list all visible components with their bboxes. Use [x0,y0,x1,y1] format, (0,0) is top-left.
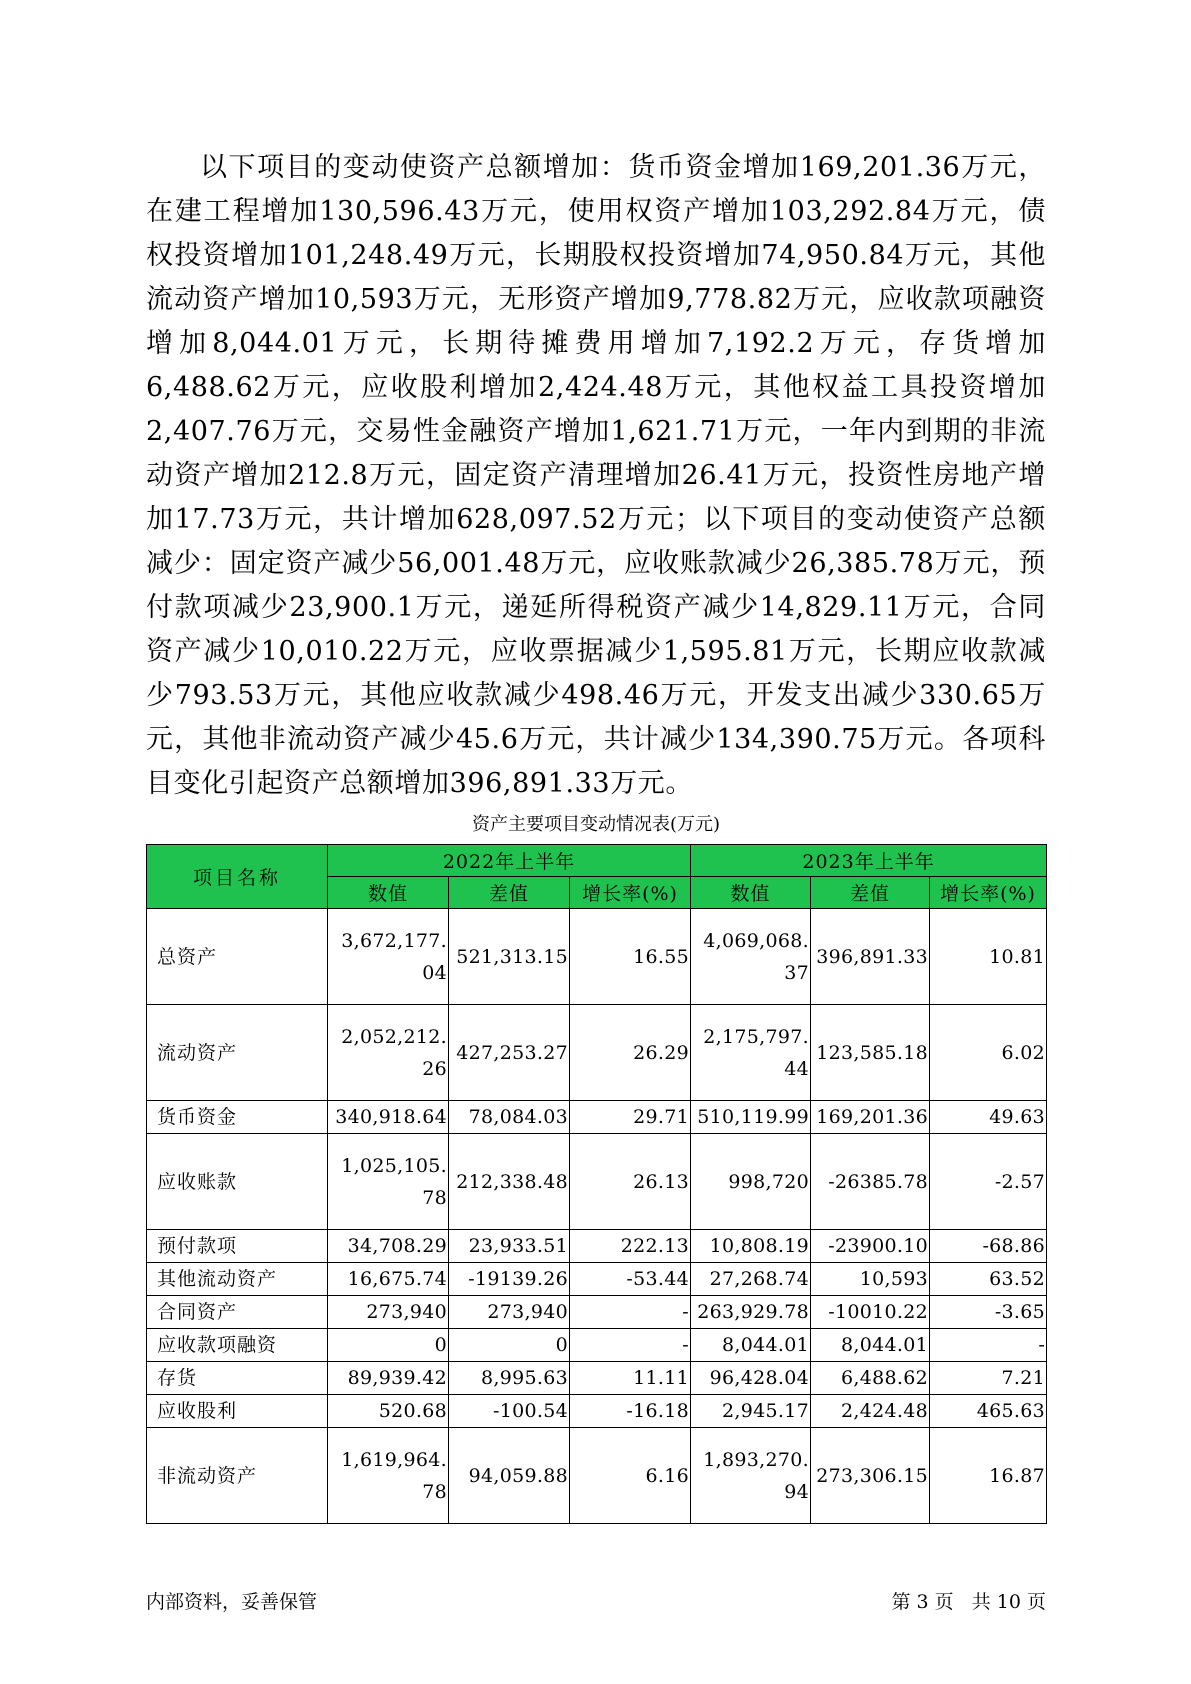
column-header-value-2023: 数值 [691,877,811,909]
table-cell: 0 [449,1329,570,1362]
table-cell: 263,929.78 [691,1296,811,1329]
row-label: 合同资产 [147,1296,328,1329]
table-cell: 465.63 [930,1395,1047,1428]
table-cell: 7.21 [930,1362,1047,1395]
table-caption: 资产主要项目变动情况表(万元) [471,814,721,835]
table-row [147,1428,1047,1524]
table-cell: 1,619,964.78 [328,1428,449,1524]
column-header-period-2022: 2022年上半年 [328,845,691,877]
row-label: 存货 [147,1362,328,1395]
table-row [147,1362,1047,1395]
column-header-period-2023: 2023年上半年 [691,845,1047,877]
column-header-growth-2023: 增长率(%) [930,877,1047,909]
table-cell: 3,672,177.04 [328,909,449,1005]
table-row [147,1230,1047,1263]
table-cell: 8,044.01 [811,1329,930,1362]
table-cell: 1,025,105.78 [328,1134,449,1230]
row-label: 流动资产 [147,1005,328,1101]
column-header-diff-2023: 差值 [811,877,930,909]
table-cell: 8,044.01 [691,1329,811,1362]
table-cell: 2,424.48 [811,1395,930,1428]
row-label: 货币资金 [147,1101,328,1134]
table-cell: 510,119.99 [691,1101,811,1134]
table-cell: - [570,1296,691,1329]
row-label: 应收款项融资 [147,1329,328,1362]
table-cell: 2,175,797.44 [691,1005,811,1101]
table-cell: 8,995.63 [449,1362,570,1395]
body-paragraph: 以下项目的变动使资产总额增加：货币资金增加169,201.36万元，在建工程增加130,596.43万元，使用权资产增加103,292.84万元，债权投资增加101,248.49万元，长期股权投资增加74,950.84万元，其他流动资产增加10,593万元，无形资产增加9,778.82万元，应收款项融资增加8,044.01万元，长期待摊费用增加7,192.2万元，存货增加6,488.62万元，应收股利增加2,424.48万元，其他权益工具投资增加2,407.76万元，交易性金融资产增加1,621.71万元，一年内到期的非流动资产增加212.8万元，固定资产清理增加26.41万元，投资性房地产增加17.73万元，共计增加628,097.52万元；以下项目的变动使资产总额减少：固定资产减少56,001.48万元，应收账款减少26,385.78万元，预付款项减少23,900.1万元，递延所得税资产减少14,829.11万元，合同资产减少10,010.22万元，应收票据减少1,595.81万元，长期应收款减少793.53万元，其他应收款减少498.46万元，开发支出减少330.65万元，其他非流动资产减少45.6万元，共计减少134,390.75万元。各项科目变化引起资产总额增加396,891.33万元。 [146,152,1046,799]
table-cell: 396,891.33 [811,909,930,1005]
table-header-row [147,845,1047,877]
table-cell: 273,306.15 [811,1428,930,1524]
table-cell: -68.86 [930,1230,1047,1263]
table-cell: 29.71 [570,1101,691,1134]
table-row [147,1005,1047,1101]
row-label: 其他流动资产 [147,1263,328,1296]
table-cell: 222.13 [570,1230,691,1263]
table-cell: 89,939.42 [328,1362,449,1395]
table-cell: 10,593 [811,1263,930,1296]
column-header-growth-2022: 增长率(%) [570,877,691,909]
table-row [147,1395,1047,1428]
table-cell: 2,052,212.26 [328,1005,449,1101]
table-cell: 94,059.88 [449,1428,570,1524]
table-cell: 6.02 [930,1005,1047,1101]
table-cell: 23,933.51 [449,1230,570,1263]
table-cell: -3.65 [930,1296,1047,1329]
table-cell: -2.57 [930,1134,1047,1230]
table-cell: 1,893,270.94 [691,1428,811,1524]
column-header-diff-2022: 差值 [449,877,570,909]
table-cell: 10.81 [930,909,1047,1005]
table-cell: 16.87 [930,1428,1047,1524]
row-label: 非流动资产 [147,1428,328,1524]
table-row [147,1263,1047,1296]
table-cell: 26.29 [570,1005,691,1101]
column-header-value-2022: 数值 [328,877,449,909]
table-cell: 6.16 [570,1428,691,1524]
row-label: 应收股利 [147,1395,328,1428]
table-cell: 16.55 [570,909,691,1005]
table-cell: 169,201.36 [811,1101,930,1134]
table-cell: 27,268.74 [691,1263,811,1296]
table-cell: 273,940 [328,1296,449,1329]
table-cell: -10010.22 [811,1296,930,1329]
table-cell: -23900.10 [811,1230,930,1263]
table-cell: 521,313.15 [449,909,570,1005]
table-cell: 63.52 [930,1263,1047,1296]
table-row [147,1329,1047,1362]
table-cell: 123,585.18 [811,1005,930,1101]
table-cell: 34,708.29 [328,1230,449,1263]
footer-confidential-note: 内部资料，妥善保管 [146,1591,318,1613]
table-cell: 427,253.27 [449,1005,570,1101]
table-cell: 4,069,068.37 [691,909,811,1005]
row-label: 总资产 [147,909,328,1005]
table-cell: 0 [328,1329,449,1362]
table-cell: 6,488.62 [811,1362,930,1395]
table-row [147,909,1047,1005]
table-cell: 2,945.17 [691,1395,811,1428]
table-cell: 998,720 [691,1134,811,1230]
table-cell: -16.18 [570,1395,691,1428]
table-cell: 26.13 [570,1134,691,1230]
table-row [147,1134,1047,1230]
row-label: 应收账款 [147,1134,328,1230]
asset-change-table [146,844,1047,1524]
table-cell: 273,940 [449,1296,570,1329]
table-cell: -53.44 [570,1263,691,1296]
table-cell: -26385.78 [811,1134,930,1230]
table-cell: -19139.26 [449,1263,570,1296]
table-cell: 11.11 [570,1362,691,1395]
table-cell: -100.54 [449,1395,570,1428]
table-row [147,1101,1047,1134]
table-cell: 10,808.19 [691,1230,811,1263]
table-cell: 212,338.48 [449,1134,570,1230]
table-cell: 340,918.64 [328,1101,449,1134]
footer-page-number: 第 3 页 共 10 页 [891,1591,1046,1613]
table-row [147,1296,1047,1329]
row-label: 预付款项 [147,1230,328,1263]
table-cell: - [570,1329,691,1362]
column-header-item-name: 项目名称 [147,845,328,909]
table-cell: 78,084.03 [449,1101,570,1134]
table-cell: 49.63 [930,1101,1047,1134]
table-cell: 96,428.04 [691,1362,811,1395]
table-cell: 520.68 [328,1395,449,1428]
table-cell: - [930,1329,1047,1362]
table-cell: 16,675.74 [328,1263,449,1296]
